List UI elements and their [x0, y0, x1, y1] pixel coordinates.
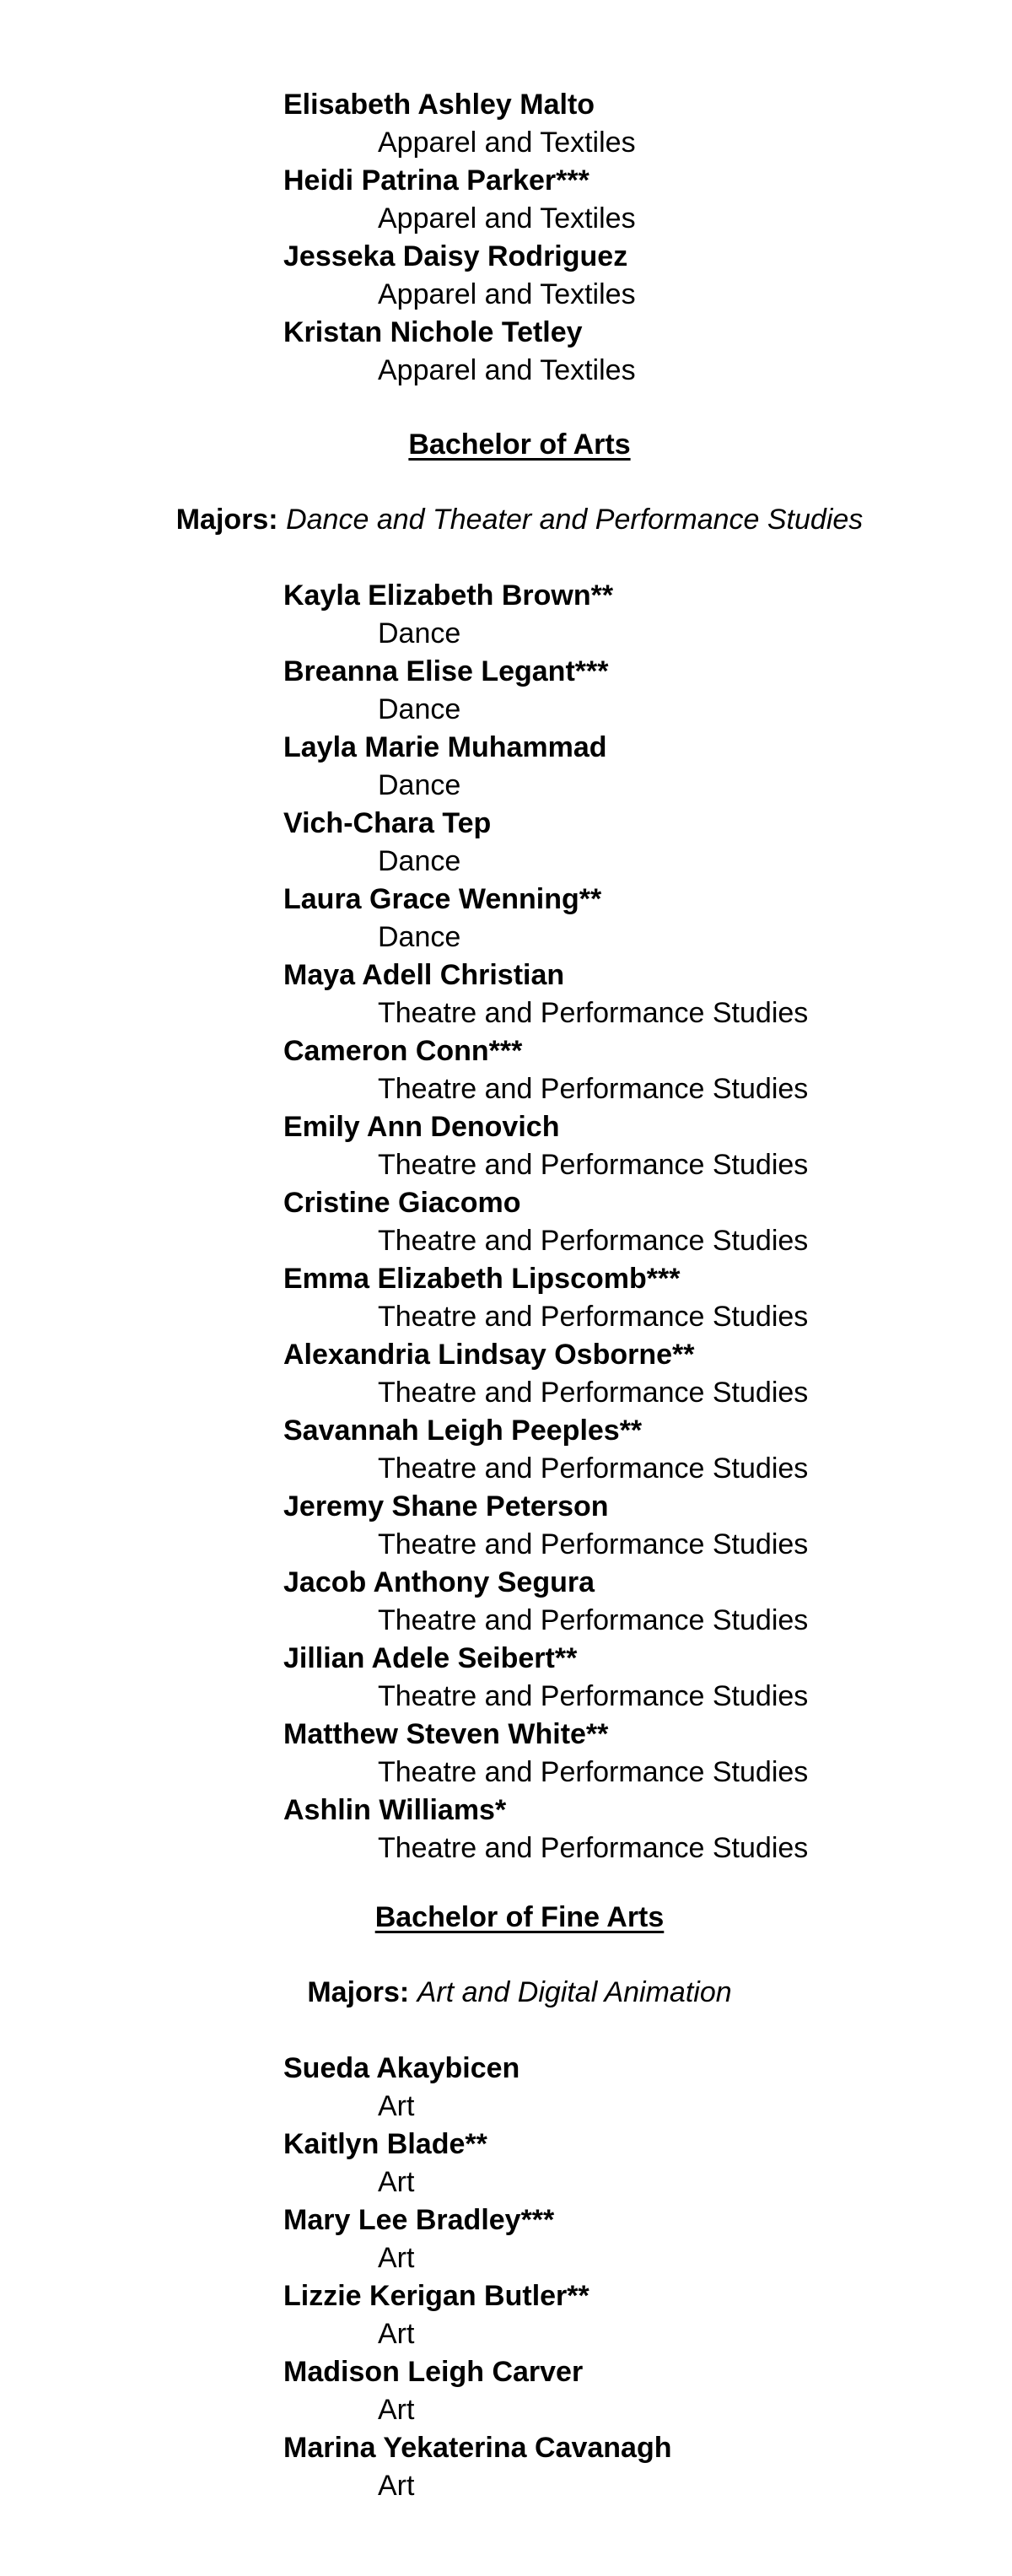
- graduate-name: Lizzie Kerigan Butler**: [283, 2280, 589, 2312]
- graduate-name: Elisabeth Ashley Malto: [283, 89, 595, 121]
- majors-line-fine-arts: [0, 1974, 1012, 2012]
- graduate-major: Art: [378, 2318, 415, 2350]
- graduate-major: Art: [378, 2394, 415, 2426]
- graduate-major: Art: [378, 2242, 415, 2274]
- graduate-major: Apparel and Textiles: [378, 202, 636, 234]
- graduate-entry: [283, 2126, 941, 2201]
- graduate-name: Jesseka Daisy Rodriguez: [283, 240, 628, 272]
- graduate-major: Art: [378, 2470, 415, 2502]
- majors-value: Art and Digital Animation: [417, 1976, 732, 2008]
- majors-value: Dance and Theater and Performance Studies: [286, 504, 864, 536]
- graduate-name: Jacob Anthony Segura: [283, 1566, 595, 1598]
- graduate-entry: [283, 1640, 941, 1716]
- graduate-entry: [283, 1260, 941, 1336]
- majors-label: Majors:: [175, 504, 278, 536]
- graduate-name: Emily Ann Denovich: [283, 1111, 560, 1143]
- degree-heading-bachelor-of-arts: Bachelor of Arts: [408, 428, 631, 461]
- graduate-name: Marina Yekaterina Cavanagh: [283, 2432, 672, 2464]
- graduate-name: Heidi Patrina Parker***: [283, 164, 589, 197]
- graduate-name: Alexandria Lindsay Osborne**: [283, 1339, 695, 1371]
- graduate-entry: [283, 86, 941, 162]
- graduate-entry: [283, 2277, 941, 2353]
- graduate-name: Cristine Giacomo: [283, 1187, 521, 1219]
- graduate-major: Theatre and Performance Studies: [378, 1528, 809, 1560]
- graduate-entry: [283, 1564, 941, 1640]
- graduate-major: Theatre and Performance Studies: [378, 1756, 809, 1788]
- graduate-name: Jillian Adele Seibert**: [283, 1642, 578, 1674]
- graduate-entry: [283, 957, 941, 1032]
- graduate-major: Dance: [378, 921, 461, 953]
- graduate-entry: [283, 1184, 941, 1260]
- graduate-major: Theatre and Performance Studies: [378, 1377, 809, 1409]
- graduate-name: Layla Marie Muhammad: [283, 731, 607, 763]
- graduate-entry: [283, 2429, 941, 2505]
- graduate-name: Sueda Akaybicen: [283, 2052, 520, 2084]
- graduate-major: Dance: [378, 693, 461, 725]
- graduate-name: Laura Grace Wenning**: [283, 883, 602, 915]
- graduate-list-section2: [283, 577, 941, 1867]
- graduate-name: Jeremy Shane Peterson: [283, 1490, 609, 1522]
- graduate-entry: [283, 881, 941, 957]
- graduate-major: Theatre and Performance Studies: [378, 1149, 809, 1181]
- graduate-major: Theatre and Performance Studies: [378, 1452, 809, 1485]
- graduate-name: Mary Lee Bradley***: [283, 2204, 555, 2236]
- graduate-entry: [283, 238, 941, 314]
- graduate-major: Dance: [378, 617, 461, 649]
- graduate-major: Apparel and Textiles: [378, 127, 636, 159]
- graduate-list-section3: [283, 2050, 941, 2505]
- graduate-entry: [283, 162, 941, 238]
- graduate-entry: [283, 2201, 941, 2277]
- graduate-entry: [283, 2353, 941, 2429]
- graduate-name: Maya Adell Christian: [283, 959, 565, 991]
- graduate-major: Theatre and Performance Studies: [378, 997, 809, 1029]
- graduate-name: Cameron Conn***: [283, 1035, 523, 1067]
- graduate-major: Dance: [378, 769, 461, 801]
- graduate-major: Theatre and Performance Studies: [378, 1225, 809, 1257]
- graduate-name: Vich-Chara Tep: [283, 807, 492, 839]
- graduate-major: Theatre and Performance Studies: [378, 1832, 809, 1864]
- graduate-entry: [283, 1488, 941, 1564]
- graduate-entry: [283, 653, 941, 729]
- graduate-entry: [283, 729, 941, 805]
- graduate-major: Art: [378, 2166, 415, 2198]
- graduate-entry: [283, 1032, 941, 1108]
- graduate-entry: [283, 1108, 941, 1184]
- graduate-major: Theatre and Performance Studies: [378, 1301, 809, 1333]
- graduate-name: Madison Leigh Carver: [283, 2356, 584, 2388]
- graduate-name: Emma Elizabeth Lipscomb***: [283, 1263, 681, 1295]
- graduate-entry: [283, 1716, 941, 1792]
- graduate-major: Theatre and Performance Studies: [378, 1604, 809, 1636]
- graduate-name: Kaitlyn Blade**: [283, 2128, 487, 2160]
- graduate-major: Apparel and Textiles: [378, 278, 636, 310]
- graduate-name: Kayla Elizabeth Brown**: [283, 579, 614, 612]
- graduate-major: Dance: [378, 845, 461, 877]
- graduate-entry: [283, 2050, 941, 2126]
- graduate-name: Savannah Leigh Peeples**: [283, 1415, 643, 1447]
- graduate-major: Art: [378, 2090, 415, 2122]
- graduate-major: Apparel and Textiles: [378, 354, 636, 386]
- graduate-entry: [283, 1336, 941, 1412]
- degree-heading-bachelor-of-fine-arts: Bachelor of Fine Arts: [374, 1901, 665, 1933]
- graduate-name: Kristan Nichole Tetley: [283, 316, 583, 348]
- graduate-name: Matthew Steven White**: [283, 1718, 609, 1750]
- graduate-major: Theatre and Performance Studies: [378, 1680, 809, 1712]
- graduate-entry: [283, 577, 941, 653]
- graduate-name: Breanna Elise Legant***: [283, 655, 609, 687]
- graduate-major: Theatre and Performance Studies: [378, 1073, 809, 1105]
- graduate-name: Ashlin Williams*: [283, 1794, 507, 1826]
- majors-line-arts: [0, 501, 1012, 539]
- graduate-entry: [283, 1792, 941, 1867]
- majors-label: Majors:: [307, 1976, 410, 2008]
- graduate-entry: [283, 1412, 941, 1488]
- graduate-entry: [283, 314, 941, 390]
- graduate-entry: [283, 805, 941, 881]
- graduate-list-section1: [283, 86, 941, 390]
